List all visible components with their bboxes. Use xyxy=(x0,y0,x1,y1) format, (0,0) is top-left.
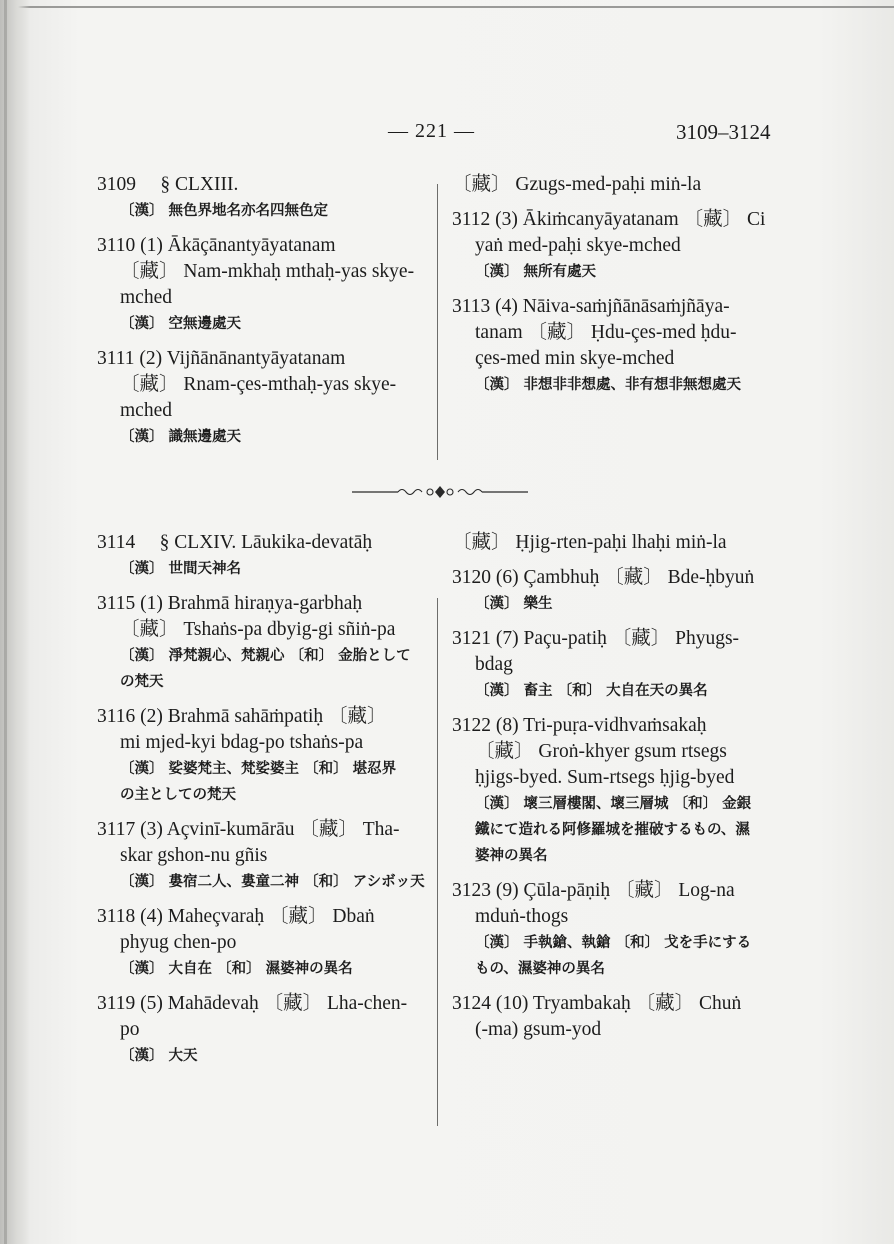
section-164-right-column xyxy=(452,530,792,1052)
entry-heading: 3121 (7) Paçu-patiḥ 〔藏〕 Phyugs- xyxy=(452,628,740,649)
entry-heading: 3124 (10) Tryambakaḥ 〔藏〕 Chuṅ xyxy=(452,993,742,1014)
entry-line: 〔藏〕 Groṅ-khyer gsum rtsegs xyxy=(475,741,727,762)
chinese-japanese-gloss: 〔漢〕 淨梵親心、梵親心 〔和〕 金胎として xyxy=(120,648,411,664)
entry-block xyxy=(97,991,437,1069)
entry-heading: 3111 (2) Vijñānānantyāyatanam xyxy=(97,348,346,369)
section-163-right-column xyxy=(452,172,792,407)
section-163-left-column xyxy=(97,172,437,459)
entry-heading: 3122 (8) Tri-puṛa-vidhvaṁsakaḥ xyxy=(452,715,707,736)
ornament-text: —∞∞⊰∘⊱∞∞— xyxy=(440,512,448,513)
entry-block xyxy=(452,565,792,617)
entry-heading: 3123 (9) Çūla-pāṇiḥ 〔藏〕 Log-na xyxy=(452,880,735,901)
entry-heading: 3109 § CLXIII. xyxy=(97,174,239,195)
entry-block xyxy=(452,991,792,1043)
entry-heading: 〔藏〕 Ḥjig-rten-paḥi lhaḥi miṅ-la xyxy=(452,532,727,553)
chinese-japanese-gloss: 婆神の異名 xyxy=(475,848,548,864)
entry-block xyxy=(452,530,792,556)
entry-line: 〔藏〕 Rnam-çes-mthaḥ-yas skye- xyxy=(120,374,397,395)
entry-heading: 〔藏〕 Gzugs-med-paḥi miṅ-la xyxy=(452,174,702,195)
chinese-japanese-gloss: 〔漢〕 娑婆梵主、梵娑婆主 〔和〕 堪忍界 xyxy=(120,761,397,777)
entry-line: skar gshon-nu gñis xyxy=(120,845,268,866)
entry-line: mduṅ-thogs xyxy=(475,906,569,927)
chinese-japanese-gloss: 〔漢〕 手執鎗、執鎗 〔和〕 戈を手にする xyxy=(475,935,752,951)
entry-line: phyug chen-po xyxy=(120,932,237,953)
chinese-japanese-gloss: 〔漢〕 畜主 〔和〕 大自在天の異名 xyxy=(475,683,708,699)
entry-block xyxy=(452,626,792,704)
entry-line: (-ma) gsum-yod xyxy=(475,1019,602,1040)
chinese-japanese-gloss: 〔漢〕 大自在 〔和〕 濕婆神の異名 xyxy=(120,961,353,977)
entry-block xyxy=(97,530,437,582)
entry-heading: 3120 (6) Çambhuḥ 〔藏〕 Bde-ḥbyuṅ xyxy=(452,567,755,588)
chinese-japanese-gloss: 〔漢〕 無色界地名亦名四無色定 xyxy=(120,203,329,219)
section-164-left-column xyxy=(97,530,437,1078)
chinese-japanese-gloss: の主としての梵天 xyxy=(120,787,236,803)
entry-heading: 3113 (4) Nāiva-saṁjñānāsaṁjñāya- xyxy=(452,296,730,317)
binding-line xyxy=(4,0,7,1244)
entry-line: po xyxy=(120,1019,140,1040)
entry-heading: 3110 (1) Ākāçānantyāyatanam xyxy=(97,235,336,256)
chinese-japanese-gloss: もの、濕婆神の異名 xyxy=(475,961,605,977)
chinese-japanese-gloss: 〔漢〕 非想非非想處、非有想非無想處天 xyxy=(475,377,742,393)
chinese-japanese-gloss: 〔漢〕 樂生 xyxy=(475,596,553,612)
entry-line: mched xyxy=(120,287,172,308)
entry-range: 3109–3124 xyxy=(676,120,771,144)
entry-heading: 3116 (2) Brahmā sahāṁpatiḥ 〔藏〕 xyxy=(97,706,387,727)
entry-block xyxy=(97,591,437,695)
entry-block xyxy=(452,207,792,285)
entry-line: mched xyxy=(120,400,172,421)
chinese-japanese-gloss: 〔漢〕 世間天神名 xyxy=(120,561,242,577)
entry-heading: 3118 (4) Maheçvaraḥ 〔藏〕 Dbaṅ xyxy=(97,906,375,927)
section-ornament xyxy=(352,482,528,513)
chinese-japanese-gloss: 〔漢〕 空無邊處天 xyxy=(120,316,242,332)
chinese-japanese-gloss: 〔漢〕 大天 xyxy=(120,1048,198,1064)
entry-block xyxy=(97,346,437,450)
entry-block xyxy=(452,878,792,982)
entry-heading: 3115 (1) Brahmā hiraṇya-garbhaḥ xyxy=(97,593,363,614)
entry-block xyxy=(452,294,792,398)
entry-line: tanam 〔藏〕 Ḥdu-çes-med ḥdu- xyxy=(475,322,737,343)
entry-line: mi mjed-kyi bdag-po tshaṅs-pa xyxy=(120,732,364,753)
entry-heading: 3112 (3) Ākiṁcanyāyatanam 〔藏〕 Ci xyxy=(452,209,766,230)
column-divider-163 xyxy=(437,184,438,460)
entry-heading: 3117 (3) Açvinī-kumārāu 〔藏〕 Tha- xyxy=(97,819,400,840)
entry-block xyxy=(452,713,792,869)
top-edge-line xyxy=(0,6,894,8)
entry-line: 〔藏〕 Tshaṅs-pa dbyig-gi sñiṅ-pa xyxy=(120,619,396,640)
entry-heading: 3114 § CLXIV. Lāukika-devatāḥ xyxy=(97,532,373,553)
entry-block xyxy=(97,172,437,224)
chinese-japanese-gloss: 〔漢〕 婁宿二人、婁童二神 〔和〕 アシボッ天 xyxy=(120,874,425,890)
column-divider-164 xyxy=(437,598,438,1126)
entry-block xyxy=(97,704,437,808)
entry-heading: 3119 (5) Mahādevaḥ 〔藏〕 Lha-chen- xyxy=(97,993,408,1014)
entry-block xyxy=(97,233,437,337)
chinese-japanese-gloss: 〔漢〕 識無邊處天 xyxy=(120,429,242,445)
entry-line: 〔藏〕 Nam-mkhaḥ mthaḥ-yas skye- xyxy=(120,261,415,282)
entry-block xyxy=(97,817,437,895)
chinese-japanese-gloss: 鐵にて造れる阿修羅城を摧破するもの、濕 xyxy=(475,822,750,838)
chinese-japanese-gloss: 〔漢〕 壞三層樓閣、壞三層城 〔和〕 金銀 xyxy=(475,796,752,812)
entry-line: ḥjigs-byed. Sum-rtsegs ḥjig-byed xyxy=(475,767,735,788)
chinese-japanese-gloss: 〔漢〕 無所有處天 xyxy=(475,264,597,280)
entry-line: yaṅ med-paḥi skye-mched xyxy=(475,235,681,256)
entry-block xyxy=(97,904,437,982)
entry-line: çes-med min skye-mched xyxy=(475,348,675,369)
chinese-japanese-gloss: の梵天 xyxy=(120,674,164,690)
page-number: — 221 — xyxy=(388,120,475,142)
entry-line: bdag xyxy=(475,654,513,675)
entry-block xyxy=(452,172,792,198)
